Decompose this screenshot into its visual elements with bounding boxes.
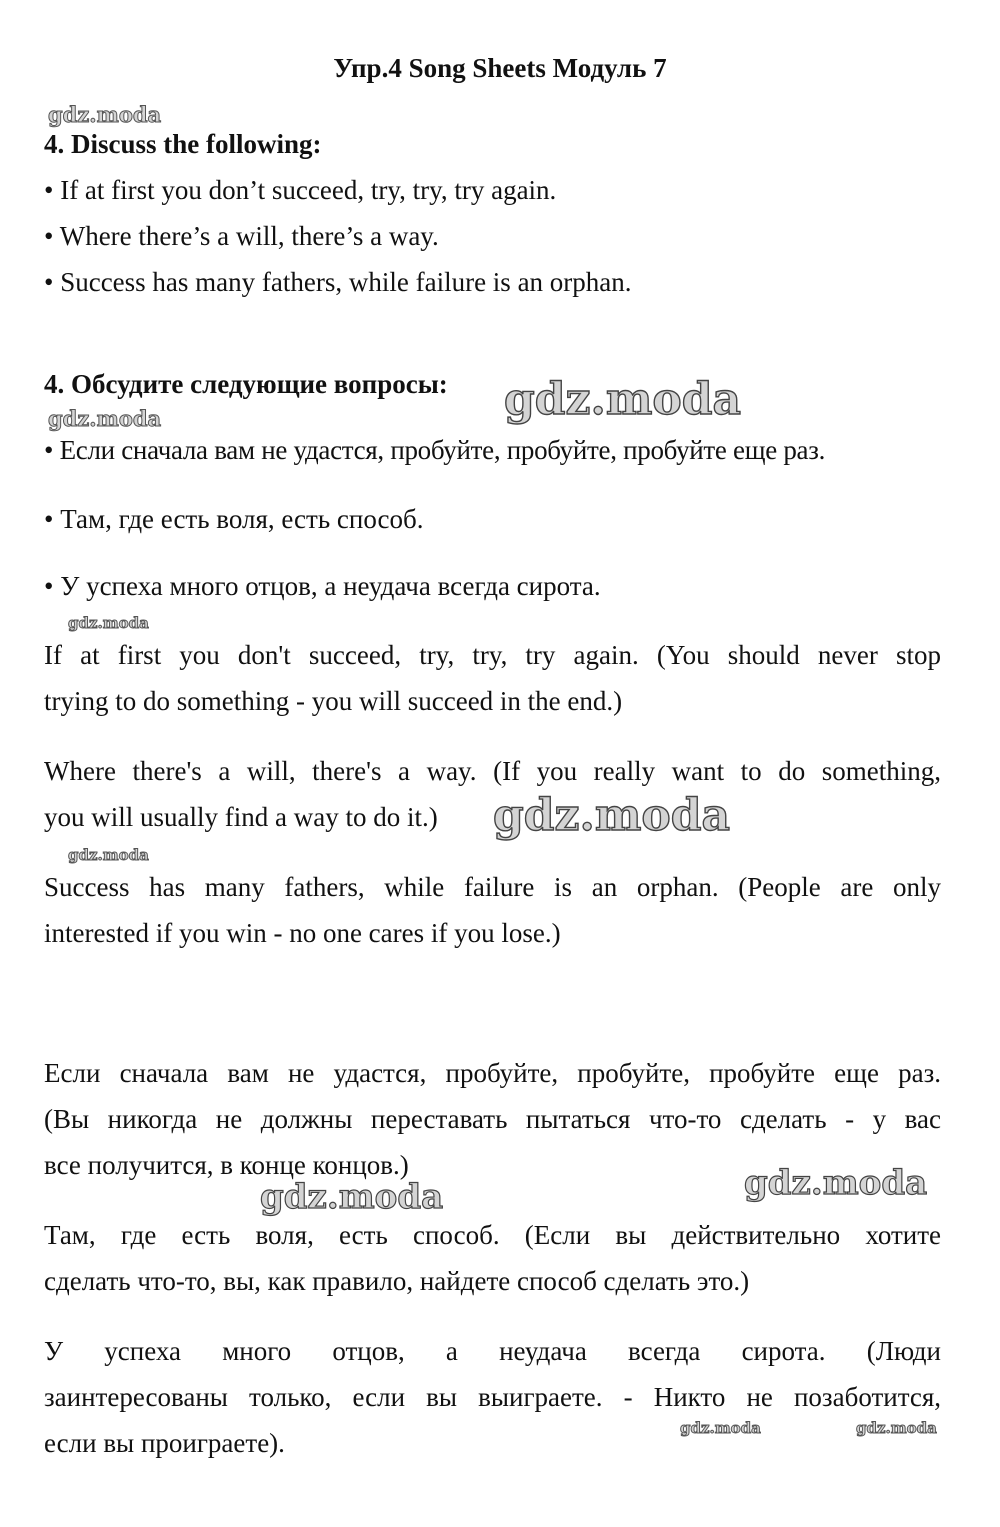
- russian-answer-2: [44, 1212, 941, 1304]
- english-answer-2-line-2: you will usually find a way to do it.): [44, 802, 438, 832]
- russian-answer-1-line-3: все получится, в конце концов.): [44, 1150, 409, 1180]
- russian-heading: 4. Обсудите следующие вопросы:: [44, 369, 448, 399]
- watermark: gdz.moda: [680, 1419, 761, 1437]
- english-bullet-2: • Where there’s a will, there’s a way.: [44, 221, 439, 251]
- watermark: gdz.moda: [68, 614, 149, 632]
- russian-answer-3-line-1: У успеха много отцов, а неудача всегда сирота. (Люди: [44, 1336, 941, 1366]
- russian-answer-1-line-1: Если сначала вам не удастся, пробуйте, пробуйте, пробуйте еще раз.: [44, 1058, 941, 1088]
- russian-answer-2-line-2: сделать что-то, вы, как правило, найдете способ сделать это.): [44, 1266, 750, 1296]
- page-title: Упр.4 Song Sheets Модуль 7: [333, 53, 667, 83]
- watermark: gdz.moda: [504, 374, 742, 425]
- watermark: gdz.moda: [48, 406, 162, 431]
- russian-answer-2-line-1: Там, где есть воля, есть способ. (Если вы действительно хотите: [44, 1220, 941, 1250]
- english-answer-2-line-1: Where there's a will, there's a way. (If you really want to do something,: [44, 756, 941, 786]
- russian-answer-3-line-3: если вы проиграете).: [44, 1428, 285, 1458]
- russian-bullet-1: • Если сначала вам не удастся, пробуйте, пробуйте, пробуйте еще раз.: [44, 435, 826, 465]
- english-answer-3-line-2: interested if you win - no one cares if you lose.): [44, 918, 561, 948]
- watermark: gdz.moda: [260, 1177, 444, 1217]
- russian-bullet-3: • У успеха много отцов, а неудача всегда сирота.: [44, 571, 601, 601]
- watermark: gdz.moda: [744, 1163, 928, 1203]
- english-answer-1: [44, 632, 941, 724]
- watermark: gdz.moda: [68, 846, 149, 864]
- watermark: gdz.moda: [856, 1419, 937, 1437]
- english-answer-1-line-1: If at first you don't succeed, try, try, try again. (You should never stop: [44, 640, 941, 670]
- english-heading: 4. Discuss the following:: [44, 129, 322, 159]
- english-bullet-3: • Success has many fathers, while failure is an orphan.: [44, 267, 632, 297]
- english-bullet-1: • If at first you don’t succeed, try, try, try again.: [44, 175, 557, 205]
- english-answer-1-line-2: trying to do something - you will succeed in the end.): [44, 686, 623, 716]
- russian-answer-3-line-2: заинтересованы только, если вы выиграете. - Никто не позаботится,: [44, 1382, 941, 1412]
- russian-answer-1-line-2: (Вы никогда не должны переставать пытаться что-то сделать - у вас: [44, 1104, 941, 1134]
- english-answer-3: [44, 864, 941, 956]
- russian-answer-3: [44, 1328, 941, 1466]
- russian-bullet-2: • Там, где есть воля, есть способ.: [44, 504, 424, 534]
- watermark: gdz.moda: [493, 790, 731, 841]
- watermark: gdz.moda: [48, 102, 162, 127]
- english-answer-3-line-1: Success has many fathers, while failure is an orphan. (People are only: [44, 872, 941, 902]
